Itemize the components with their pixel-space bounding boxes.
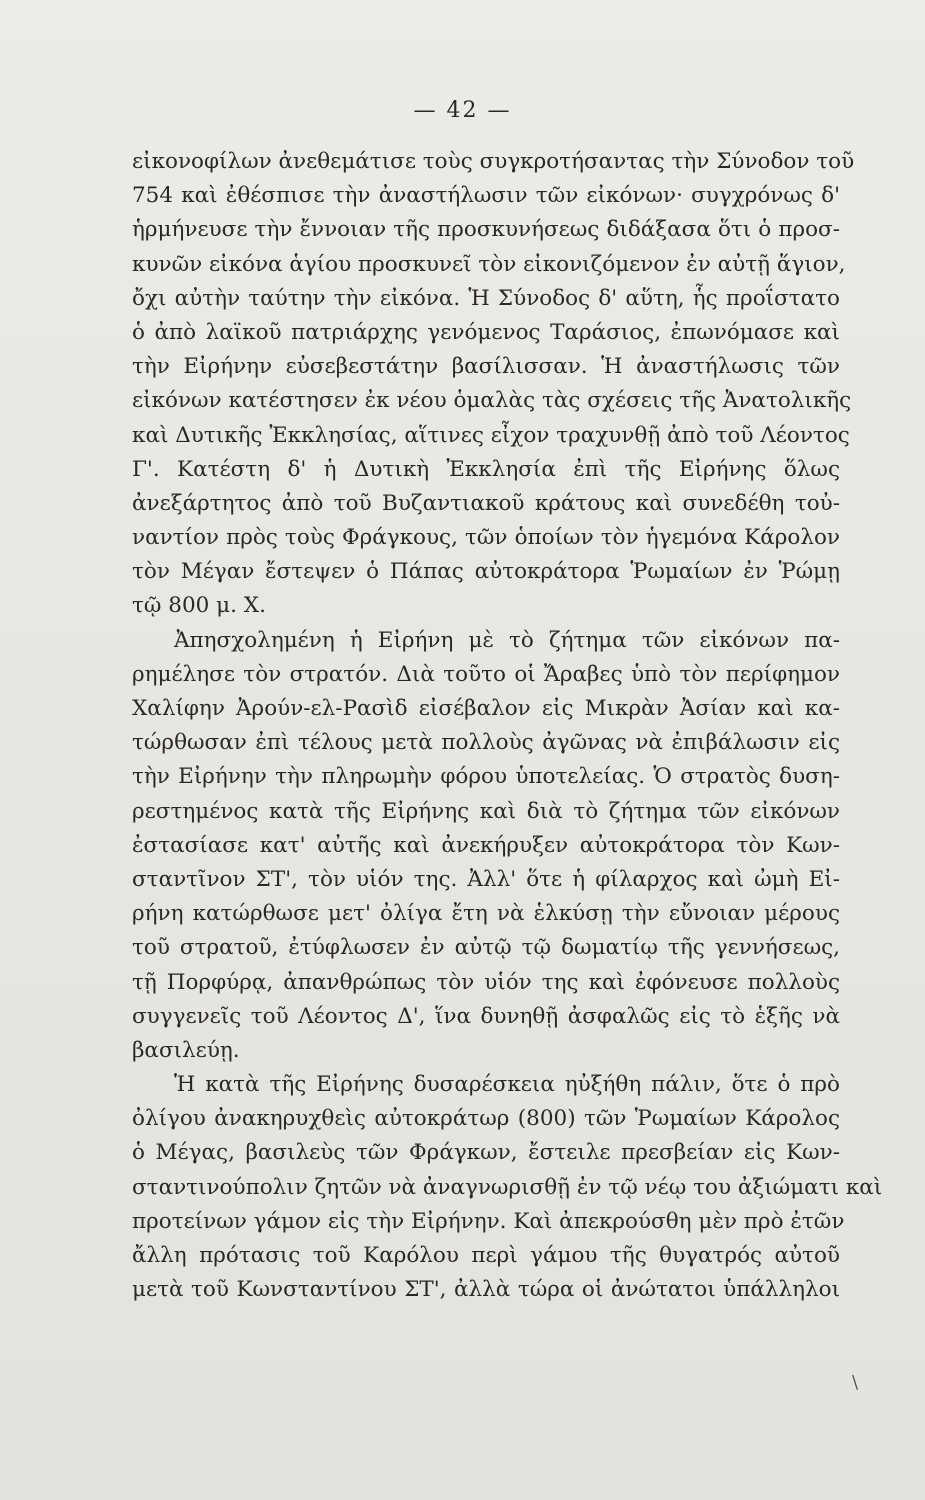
text-line: τοῦ στρατοῦ, ἐτύφλωσεν ἐν αὐτῷ τῷ δωματίῳ τῆς γεννήσεως, (132, 935, 840, 961)
text-line: τὴν Εἰρήνην εὐσεβεστάτην βασίλισσαν. Ἡ ἀναστήλωσις τῶν (132, 354, 840, 380)
text-line: ὀλίγου ἀνακηρυχθεὶς αὐτοκράτωρ (800) τῶν Ῥωμαίων Κάρολος (132, 1106, 840, 1132)
text-line: Ἡ κατὰ τῆς Εἰρήνης δυσαρέσκεια ηὐξήθη πάλιν, ὅτε ὁ πρὸ (174, 1072, 840, 1098)
text-line: τὸν Μέγαν ἔστεψεν ὁ Πάπας αὐτοκράτορα Ῥωμαίων ἐν Ῥώμῃ (132, 559, 840, 585)
text-line: ὁ ἀπὸ λαϊκοῦ πατριάρχης γενόμενος Ταράσιος, ἐπωνόμασε καὶ (132, 319, 840, 345)
text-line: Ἀπησχολημένη ἡ Εἰρήνη μὲ τὸ ζήτημα τῶν εἰκόνων πα- (174, 627, 840, 653)
text-line: σταντινούπολιν ζητῶν νὰ ἀναγνωρισθῇ ἐν τῷ νέῳ του ἀξιώματι καὶ (132, 1174, 883, 1200)
text-line: τὴν Εἰρήνην τὴν πληρωμὴν φόρου ὑποτελείας. Ὁ στρατὸς δυση- (132, 764, 840, 790)
text-line: 754 καὶ ἐθέσπισε τὴν ἀναστήλωσιν τῶν εἰκόνων· συγχρόνως δ' (132, 183, 840, 209)
text-line: ἀνεξάρτητος ἀπὸ τοῦ Βυζαντιακοῦ κράτους καὶ συνεδέθη τοὐ- (132, 490, 840, 516)
body-text (132, 145, 883, 1307)
text-line: ρήνη κατώρθωσε μετ' ὀλίγα ἔτη νὰ ἑλκύσῃ τὴν εὔνοιαν μέρους (132, 901, 840, 927)
text-line: ρημέλησε τὸν στρατόν. Διὰ τοῦτο οἱ Ἄραβες ὑπὸ τὸν περίφημον (132, 661, 840, 687)
text-line: κυνῶν εἰκόνα ἁγίου προσκυνεῖ τὸν εἰκονιζόμενον ἐν αὐτῇ ἅγιον, (132, 251, 846, 277)
text-line: ἄλλη πρότασις τοῦ Καρόλου περὶ γάμου τῆς θυγατρός αὐτοῦ (132, 1243, 840, 1268)
text-line: καὶ Δυτικῆς Ἐκκλησίας, αἵτινες εἶχον τραχυνθῇ ἀπὸ τοῦ Λέοντος (132, 422, 850, 448)
text-line: ὁ Μέγας, βασιλεὺς τῶν Φράγκων, ἔστειλε πρεσβείαν εἰς Κων- (132, 1140, 840, 1166)
text-line: Χαλίφην Ἀρούν-ελ-Ρασὶδ εἰσέβαλον εἰς Μικρὰν Ἀσίαν καὶ κα- (132, 696, 840, 721)
text-line: ἡρμήνευσε τὴν ἔννοιαν τῆς προσκυνήσεως διδάξασα ὅτι ὁ προσ- (132, 217, 840, 243)
text-line: ναντίον πρὸς τοὺς Φράγκους, τῶν ὁποίων τὸν ἡγεμόνα Κάρολον (132, 525, 840, 551)
text-line: τῷ 800 μ. Χ. (132, 593, 266, 619)
text-line: προτείνων γάμον εἰς τὴν Εἰρήνην. Καὶ ἀπεκρούσθη μὲν πρὸ ἐτῶν (132, 1208, 845, 1234)
text-line: ὄχι αὐτὴν ταύτην τὴν εἰκόνα. Ἡ Σύνοδος δ' αὕτη, ἧς προΐστατο (132, 285, 840, 311)
text-line: ἐστασίασε κατ' αὐτῆς καὶ ἀνεκήρυξεν αὐτοκράτορα τὸν Κων- (132, 832, 840, 858)
text-line: συγγενεῖς τοῦ Λέοντος Δ', ἵνα δυνηθῇ ἀσφαλῶς εἰς τὸ ἑξῆς νὰ (132, 1003, 840, 1029)
text-line: εἰκόνων κατέστησεν ἐκ νέου ὁμαλὰς τὰς σχέσεις τῆς Ἀνατολικῆς (132, 388, 852, 414)
text-line: ρεστημένος κατὰ τῆς Εἰρήνης καὶ διὰ τὸ ζήτημα τῶν εἰκόνων (132, 798, 840, 824)
text-line: τῇ Πορφύρᾳ, ἀπανθρώπως τὸν υἱόν της καὶ ἐφόνευσε πολλοὺς (132, 969, 840, 995)
text-line: τώρθωσαν ἐπὶ τέλους μετὰ πολλοὺς ἀγῶνας νὰ ἐπιβάλωσιν εἰς (132, 730, 840, 756)
text-line: βασιλεύῃ. (132, 1037, 240, 1063)
stray-mark: \ (852, 1372, 859, 1393)
page-number: — 42 — (413, 98, 512, 123)
text-line: εἰκονοφίλων ἀνεθεμάτισε τοὺς συγκροτήσαντας τὴν Σύνοδον τοῦ (132, 149, 855, 174)
text-line: Γ'. Κατέστη δ' ἡ Δυτικὴ Ἐκκλησία ἐπὶ τῆς Εἰρήνης ὅλως (132, 456, 840, 482)
text-line: σταντῖνον ΣΤ', τὸν υἱόν της. Ἀλλ' ὅτε ἡ φίλαρχος καὶ ὠμὴ Εἰ- (132, 866, 840, 892)
text-line: μετὰ τοῦ Κωνσταντίνου ΣΤ', ἀλλὰ τώρα οἱ ἀνώτατοι ὑπάλληλοι (132, 1277, 840, 1303)
